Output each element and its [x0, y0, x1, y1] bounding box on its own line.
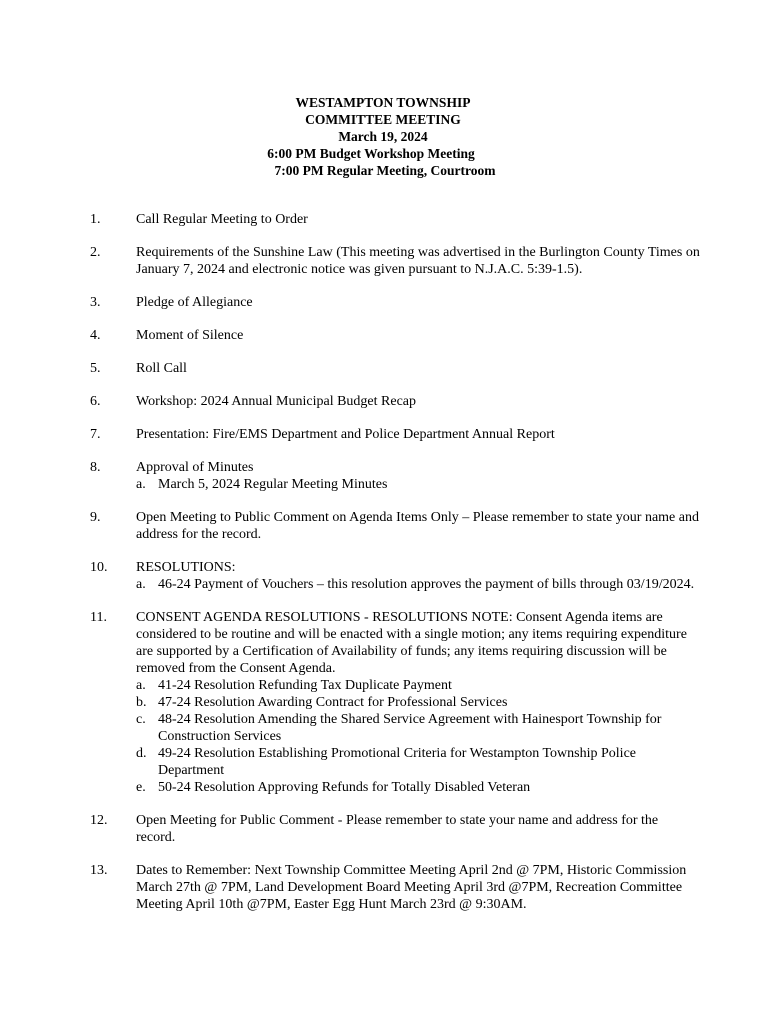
subitem-letter: a.	[136, 477, 146, 492]
agenda-subitem	[136, 677, 700, 694]
agenda-item-text: Open Meeting to Public Comment on Agenda Items Only – Please remember to state your name and address for the record.	[136, 510, 699, 542]
agenda-item-text: Approval of Minutes	[136, 460, 254, 475]
workshop-time: 6:00 PM Budget Workshop Meeting	[267, 146, 475, 161]
agenda-item-text: CONSENT AGENDA RESOLUTIONS - RESOLUTIONS NOTE: Consent Agenda items are considered to be routine and will be enacted with a single motion; any items requiring expenditure are supported by a Certification of Availability of funds; any items requiring discussion will be removed from the Consent Agenda.	[136, 610, 687, 676]
agenda-item-number: 6.	[90, 394, 101, 409]
subitem-letter: c.	[136, 712, 146, 727]
agenda-item-text: RESOLUTIONS:	[136, 560, 236, 575]
agenda-item	[90, 559, 700, 593]
agenda-subitem	[136, 745, 700, 779]
agenda-item-text: Call Regular Meeting to Order	[136, 212, 308, 227]
agenda-item-text: Requirements of the Sunshine Law (This meeting was advertised in the Burlington County Times on January 7, 2024 and electronic notice was given pursuant to N.J.A.C. 5:39-1.5).	[136, 245, 700, 277]
agenda-item-number: 4.	[90, 328, 101, 343]
agenda-item	[90, 393, 700, 410]
agenda-item-text: Dates to Remember: Next Township Committee Meeting April 2nd @ 7PM, Historic Commission March 27th @ 7PM, Land Development Board Meeting April 3rd @7PM, Recreation Committee Meeting April 10th @7PM, Easter Egg Hunt March 23rd @ 9:30AM.	[136, 863, 687, 912]
meeting-header	[0, 94, 770, 179]
agenda-item	[90, 862, 700, 913]
agenda-item-number: 7.	[90, 427, 101, 442]
agenda-item-text: Roll Call	[136, 361, 187, 376]
agenda-item	[90, 360, 700, 377]
agenda-item	[90, 211, 700, 228]
agenda-item	[90, 509, 700, 543]
subitem-letter: d.	[136, 746, 147, 761]
agenda-item	[90, 426, 700, 443]
agenda-subitem	[136, 576, 700, 593]
agenda-item-number: 1.	[90, 212, 101, 227]
subitem-letter: b.	[136, 695, 147, 710]
subitem-letter: a.	[136, 577, 146, 592]
agenda-subitem	[136, 779, 700, 796]
subitem-text: March 5, 2024 Regular Meeting Minutes	[158, 477, 388, 492]
township-title: WESTAMPTON TOWNSHIP	[295, 95, 471, 110]
agenda-item-text: Moment of Silence	[136, 328, 244, 343]
agenda-item-number: 12.	[90, 813, 108, 828]
agenda-item-number: 11.	[90, 610, 107, 625]
agenda-list	[90, 211, 700, 929]
agenda-item	[90, 327, 700, 344]
agenda-item-number: 13.	[90, 863, 108, 878]
agenda-item-number: 3.	[90, 295, 101, 310]
agenda-item	[90, 609, 700, 796]
subitem-text: 47-24 Resolution Awarding Contract for Professional Services	[158, 695, 508, 710]
subitem-letter: a.	[136, 678, 146, 693]
agenda-item-number: 5.	[90, 361, 101, 376]
agenda-item	[90, 459, 700, 493]
subitem-text: 46-24 Payment of Vouchers – this resolution approves the payment of bills through 03/19/2024.	[158, 577, 695, 592]
meeting-date: March 19, 2024	[338, 129, 428, 144]
agenda-item-text: Presentation: Fire/EMS Department and Police Department Annual Report	[136, 427, 555, 442]
agenda-item-number: 8.	[90, 460, 101, 475]
agenda-subitem	[136, 476, 700, 493]
subitem-text: 41-24 Resolution Refunding Tax Duplicate Payment	[158, 678, 452, 693]
committee-title: COMMITTEE MEETING	[305, 112, 461, 127]
agenda-item-number: 2.	[90, 245, 101, 260]
subitem-text: 50-24 Resolution Approving Refunds for Totally Disabled Veteran	[158, 780, 531, 795]
agenda-subitem	[136, 711, 700, 745]
agenda-item	[90, 294, 700, 311]
subitem-text: 48-24 Resolution Amending the Shared Service Agreement with Hainesport Township for Construction Services	[158, 712, 662, 744]
regular-meeting-time: 7:00 PM Regular Meeting, Courtroom	[274, 163, 496, 178]
agenda-item	[90, 244, 700, 278]
agenda-item-text: Open Meeting for Public Comment - Please remember to state your name and address for the record.	[136, 813, 659, 845]
subitem-letter: e.	[136, 780, 146, 795]
agenda-item	[90, 812, 700, 846]
agenda-item-number: 10.	[90, 560, 108, 575]
agenda-item-number: 9.	[90, 510, 101, 525]
subitem-text: 49-24 Resolution Establishing Promotional Criteria for Westampton Township Police Department	[158, 746, 637, 778]
agenda-item-text: Pledge of Allegiance	[136, 295, 253, 310]
agenda-item-text: Workshop: 2024 Annual Municipal Budget Recap	[136, 394, 416, 409]
agenda-subitem	[136, 694, 700, 711]
